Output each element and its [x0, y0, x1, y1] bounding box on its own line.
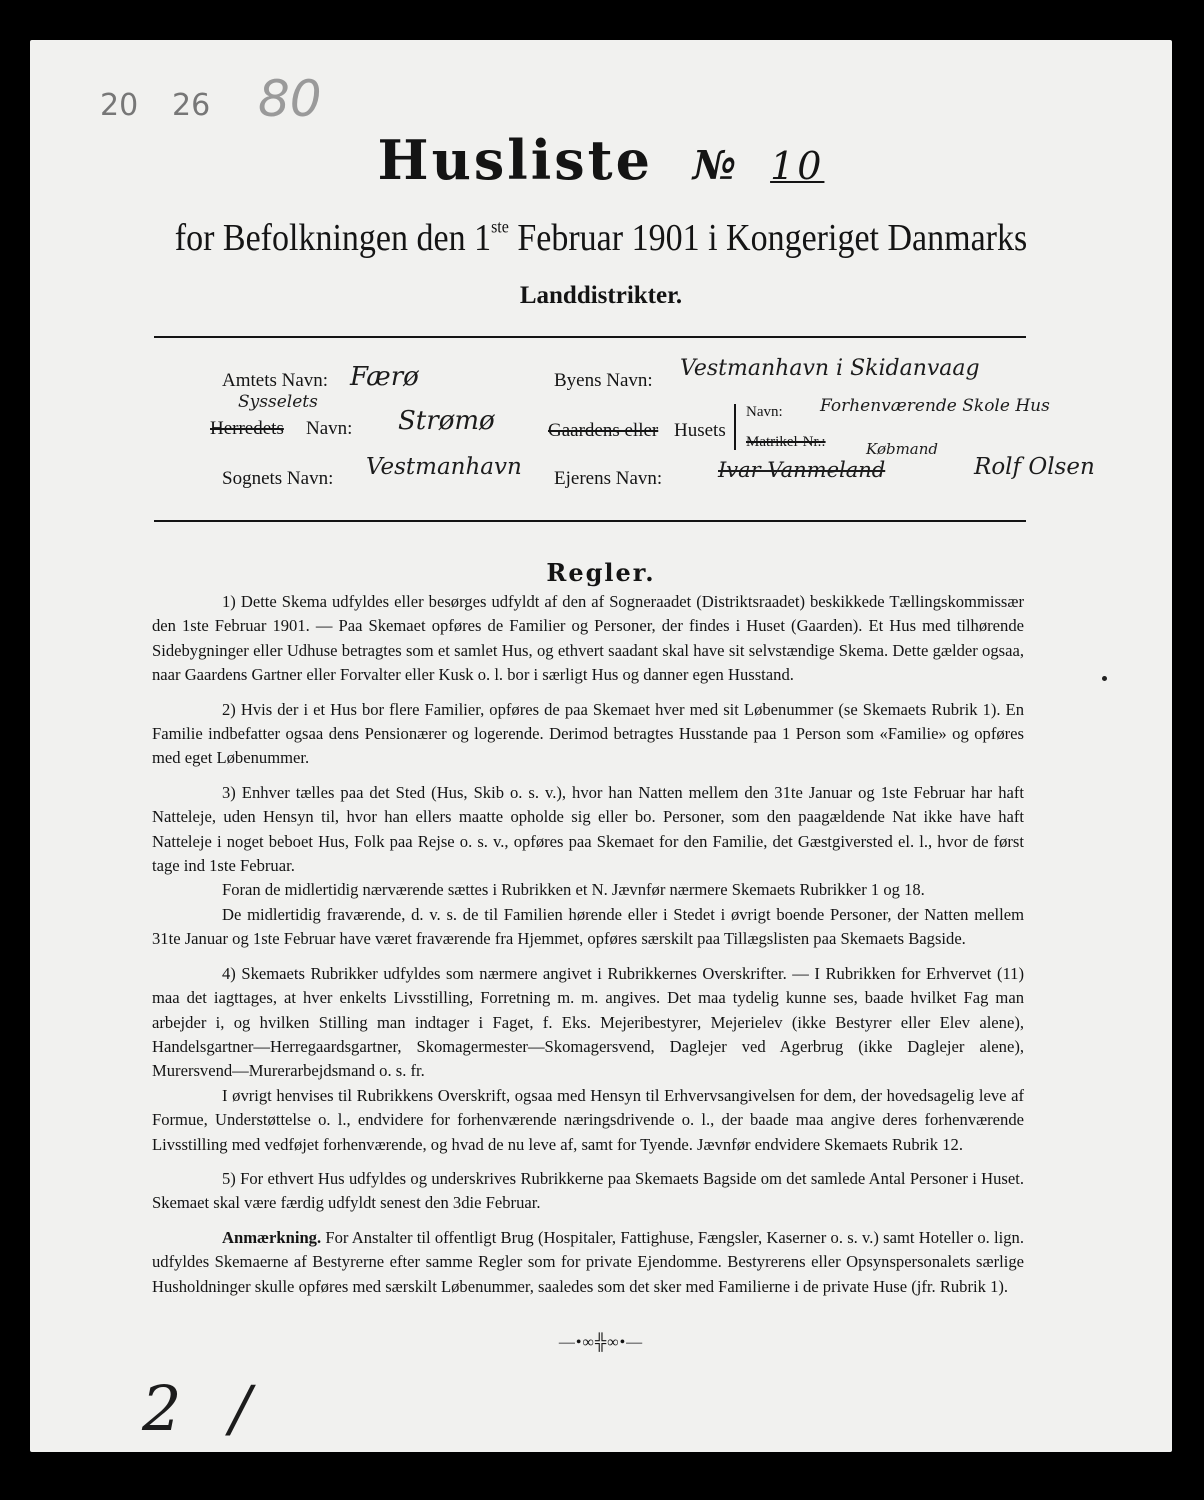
annotation-text: For Anstalter til offentligt Brug (Hospitaler, Fattighuse, Fængsler, Kaserner o. s. v.) samt Hoteller o. lign. udfyldes Skemaerne af Bestyrerne efter samme Regler som for private Ejendomme. Bestyrerens eller Opsynspersonalets særlige Husholdninger skulle opføres med særskilt Løbenummer, saaledes som det sker med Familierne i de private Huse (jfr. Rubrik 1). — [152, 1227, 1024, 1296]
rule-2: 2) Hvis der i et Hus bor flere Familier, opføres de paa Skemaet hver med sit Løbenummer (se Skemaets Rubrik 1). En Familie indbefatter ogsaa dens Pensionærer og logerende. Derimod betragtes Husstande paa 1 Person som «Familie» og opføres med eget Løbenummer. — [152, 699, 1024, 768]
subtitle-sup: ste — [491, 217, 509, 237]
rule-4-note: I øvrigt henvises til Rubrikkens Overskrift, ogsaa med Hensyn til Erhvervsangivelsen for dem, der hovedsagelig leve af Formue, Understøttelse o. l., endvidere for forhenværende næringsdrivende o. l., der baade maa angive deres forhenværende Livsstilling med vedføjet forhenværende, og hvad de nu leve af, samt for Tyende. Jævnfør endvidere Skemaets Rubrik 12. — [152, 1085, 1024, 1154]
archive-stamp-number: 26 — [172, 88, 211, 123]
rules-text — [152, 590, 1024, 1309]
subtitle-part: Februar 1901 i Kongeriget Danmarks — [508, 217, 1028, 260]
rule-4: 4) Skemaets Rubrikker udfyldes som nærmere angivet i Rubrikkernes Overskrifter. — I Rubrikken for Erhvervet (11) maa det iagttages, at hver enkelts Livsstilling, Forretning m. m. angives. Det maa tydelig kunne ses, baade hvilket Fag man arbejder i, og hvilken Stilling man indtager i Faget, f. Eks. Mejeribestyrer, Mejerielev (ikke Bestyrer eller Elev alene), Handelsgartner—Herregaardsgartner, Skomagermester—Skomagersvend, Daglejer ved Agerbrug (ikke Daglejer alene), Murersvend—Murerarbejdsmand o. s. fr. — [152, 963, 1024, 1081]
ejer-value: Rolf Olsen — [974, 454, 1095, 480]
rules-heading: Regler. — [546, 558, 656, 587]
ejer-struck-value: Ivar Vanmeland — [718, 458, 886, 482]
herred-struck-label: Herredets — [210, 418, 284, 439]
rule-1: 1) Dette Skema udfyldes eller besørges udfyldt af den af Sogneraadet (Distriktsraadet) beskikkede Tællingskommissær den 1ste Februar 1901. — Paa Skemaet opføres de Familier og Personer, der findes i Huset (Gaarden). Et Hus med tilhørende Sidebygninger eller Udhuse betragtes som et samlet Hus, og ethvert saadant skal have sit selvstændige Skema. Dette gælder ogsaa, naar Gaardens Gartner eller Forvalter eller Kusk o. l. bor i særligt Hus og danner egen Husstand. — [152, 592, 1024, 685]
rule-3: 3) Enhver tælles paa det Sted (Hus, Skib o. s. v.), hvor han Natten mellem den 31te Januar og 1ste Februar har haft Natteleje, uden Hensyn til, hvor han ellers maatte opholde sig eller bo. Personer, som den paagældende Nat ikke have haft Natteleje i noget beboet Hus, Folk paa Rejse o. s. v., opføres paa Skemaet for den Familie, det Gæstgiversted el. l., hvor de først tage ind 1ste Februar. — [152, 782, 1024, 876]
top-divider — [154, 336, 1026, 338]
amt-label: Amtets Navn: — [222, 370, 329, 391]
rule-5: 5) For ethvert Hus udfyldes og underskrives Rubrikkerne paa Skemaets Bagside om det samlede Antal Personer i Huset. Skemaet skal være færdig udfyldt senest den 3die Februar. — [152, 1168, 1024, 1213]
sogn-label: Sognets Navn: — [222, 468, 334, 489]
archive-stamp-number: 80 — [258, 70, 322, 128]
district-heading: Landdistrikter. — [519, 282, 683, 309]
ink-spot — [1102, 676, 1107, 681]
fields-divider — [154, 520, 1026, 522]
ornament-divider: —•∞╬∞•— — [558, 1334, 644, 1351]
list-number-value: 10 — [770, 144, 825, 188]
archive-stamp-number: 20 — [100, 88, 139, 123]
herred-inserted-label: Sysselets — [238, 392, 318, 412]
sogn-value: Vestmanhavn — [366, 454, 522, 480]
ejer-inserted-note: Købmand — [866, 440, 939, 458]
rule-3-absent: De midlertidig fraværende, d. v. s. de til Familien hørende eller i Stedet i øvrigt boende Personer, der Natten mellem 31te Januar og 1ste Februar have været fraværende fra Hjemmet, opføres særskilt paa Tillægslisten paa Skemaets Bagside. — [152, 904, 1024, 949]
form-title — [30, 128, 1172, 192]
census-form-page — [30, 40, 1172, 1452]
by-label: Byens Navn: — [554, 370, 653, 391]
field-brace — [734, 404, 736, 450]
herred-value: Strømø — [398, 406, 495, 436]
subtitle-part: for Befolkningen den 1 — [174, 217, 492, 260]
annotation — [152, 1226, 1024, 1299]
rule-3-note-n: Foran de midlertidig nærværende sættes i Rubrikken et N. Jævnfør nærmere Skemaets Rubrikker 1 og 18. — [222, 880, 925, 900]
ejer-label: Ejerens Navn: — [554, 468, 663, 489]
amt-value: Færø — [350, 362, 419, 392]
number-label: № — [692, 142, 737, 189]
handwritten-mark: 2 — [142, 1372, 182, 1445]
herred-label-suffix: Navn: — [306, 418, 353, 439]
handwritten-mark: / — [230, 1372, 251, 1445]
by-value: Vestmanhavn i Skidanvaag — [680, 356, 980, 381]
annotation-label: Anmærkning. — [222, 1227, 322, 1247]
husets-label: Husets — [674, 420, 726, 441]
navn-label: Navn: — [746, 404, 783, 420]
title-text: Husliste — [377, 128, 653, 192]
matrikel-struck-label: Matrikel-Nr.: — [746, 434, 826, 450]
gaard-struck-label: Gaardens eller — [548, 420, 659, 441]
navn-value: Forhenværende Skole Hus — [820, 396, 1050, 416]
form-subtitle — [30, 218, 1172, 261]
